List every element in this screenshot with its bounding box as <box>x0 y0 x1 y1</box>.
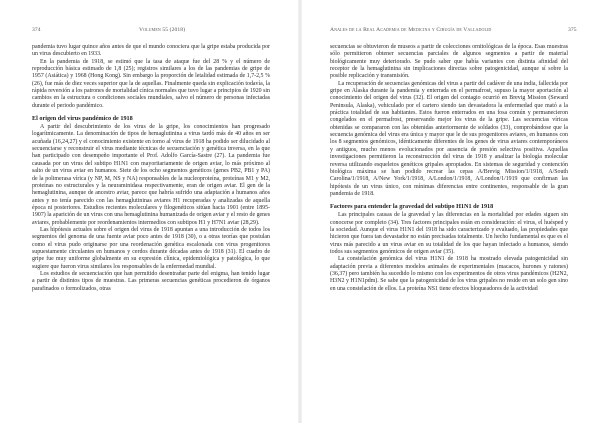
section-heading: Factores para entender la gravedad del subtipo H1N1 de 1918 <box>330 203 494 211</box>
body-paragraph: En la pandemia de 1918, se estimó que la tasa de ataque fue del 28 % y el número de reproducción básica estimado de 1,8 (25); registros similares a los de las pandemias de gripe de 1957 (Asiática) y 1968 (Hong Kong). Sin embargo la proporción de letalidad estimada de 1,7-2,5 % (26), fue más de diez veces superior que la de aquellas. Finalmente queda sin explicación todavía, la rápida reversión a los patrones de mortalidad cínica normales que tuvo lugar a principios de 1920 sin cambios en la estructura o condiciones sociales mundiales, salvo el número de personas infectadas durante el periodo pandémico. <box>32 58 270 109</box>
body-paragraph: La recuperación de secuencias genómicas del virus a partir del cadáver de una india, fallecida por gripe en Alaska durante la pandemia y enterrada en el permafrost, supuso la mayor aportación al conocimiento del origen del virus (32). El origen del contagio ocurrió en Brevig Mission (Seward Peninsula, Alaska), vehiculado por el cartero siendo tan devastadora la enfermedad que mató a la práctica totalidad de sus habitantes. Estos fueron enterrados en una fosa común y permanecieron congelados en el permafrost, preservando mejor los virus de la gripe. Las secuencias víricas obtenidas se compararon con las obtenidas anteriormente de soldados (33), comprobándose que la secuencia genómica del virus era única y mayor que le de sus progenitores aviares, en humanos con los 8 segmentos genómicos, idénticamente diferentes de los genes de virus aviares contemporáneos y antiguos, mucho menos evolucionados por ausencia de presión selectiva positiva. Aquellas investigaciones permitieron la reconstrucción del virus de 1918 y analizar la biología molecular reversa utilizando esqueletos genéticos gripales apropiados. En sistemas de seguridad y contención biológica máxima se han podido recrear las cepas A/Brevig Mission/1/1918, A/South Carolina/1/1918, A/New York/1/1918, A/London/1/1918, A/London/1/1919 que confirman las hipótesis de un virus único, con mínimas diferencias entre continentes, responsable de la gran pandemia de 1918. <box>330 80 568 197</box>
body-paragraph: Los estudios de secuenciación que han permitido desentrañar parte del enigma, han tenido lugar a partir de distintos tipos de muestras. Las primeras secuencias genéticas procedieron de órganos parafinados o formolizados, otras <box>32 270 270 292</box>
left-text-block <box>32 44 270 293</box>
page-number: 374 <box>32 27 41 33</box>
section-heading: El origen del virus pandémico de 1918 <box>32 115 133 123</box>
running-title: Anales de la Real Academia de Medicina y Cirugía de Valladolid <box>330 27 492 33</box>
body-paragraph: Las hipótesis actuales sobre el origen del virus de 1918 apuntan a una introducción de todos los segmentos del genoma de una fuente aviar poco antes de 1918 (30), o a otras teorías que postulan como el virus pudo originarse por una reordenación genética escalonada con virus progenitores supuestamente circulantes en humanos y cerdos durante décadas antes de 1918 (31). El cuadro de gripe fue muy uniforme globalmente en su expresión clínica, epidemiológica y patológica, lo que sugiere que fueron virus similares los responsables de la enfermedad mundial. <box>32 226 270 270</box>
page-number: 375 <box>568 27 577 33</box>
body-paragraph: pandemia tuvo lugar quince años antes de que el mundo conociera que la gripe estaba producida por un virus descubierto en 1933. <box>32 44 270 58</box>
body-paragraph: secuencias se obtuvieron de museos a partir de colecciones ornitológicas de la época. Esas muestras sólo permitieron obtener secuencias parciales de algunos segmentos a partir de material biológicamente muy deteriorado. Se pudo saber que había variantes con distinta afinidad del receptor de la hemaglutinina sin implicaciones directas sobre patogenicidad, aunque sí sobre la posible replicación y transmisión. <box>330 44 568 80</box>
running-title: Volumen 55 (2018) <box>139 27 186 33</box>
body-paragraph: La constelación genómica del virus H1N1 de 1918 ha mostrado elevada patogenicidad sin adaptación previa a diferentes modelos animales de experimentales (macacos, hurones y ratones) (36,37) pero también ha sucedido lo mismo con los experimentos de otros virus pandémicos (H2N2, H3N2 y H1N1pdm). Se sabe que la patogenicidad de los virus gripales no reside en un solo gen sino en una constelación de ellos. La proteína NS1 tiene efectos bloqueadores de la actividad <box>330 256 568 292</box>
body-paragraph: A partir del descubrimiento de los virus de la gripe, los conocimientos han progresado logarítmicamente. La denominación de tipos de hemaglutinina a virus tardó más de 40 años en ser acuñada (16,24,27) y el conocimiento existente en torno al virus de 1918 ha podido ser dilucidado al secuenciarse y reconstruir el virus mediante técnicas de secuenciación y genética inversa, en la que han participado con desempeño importante el Prof. Adolfo García-Sastre (27). La pandemia fue causada por un virus del subtipo H1N1 con mayoritariamente de origen aviar, lo más próximo al salto de un virus aviar en humanos. Siete de los ocho segmentos genéticos (genes PB2, PB1 y PA) de la polimerasa vírica (y NP, M, NS y NA) responsables de la nucleoproteína, proteínas M1 y M2, proteínas no estructurales y la neuraminidasa respectivamente, eran de origen aviar. El gen de la hemaglutinina, aunque de ancestro aviar, parece que habría sufrido una adaptación a humanos años antes y no tenía parecido con las hemaglutininas aviares H1 recuperadas y analizadas de aquella época ni posteriores. Estudios recientes moleculares y filogenéticos sitúan hacia 1901 (entre 1895-1907) la aparición de un virus con una hemaglutinina humanizada de origen aviar y el resto de genes aviares, probablemente por reordenamientos intermedios con subtipos H1 y H7N1 aviar (28,29). <box>32 124 270 226</box>
body-paragraph: Las principales causas de la gravedad y las diferencias en la mortalidad por edades siguen sin conocerse por completo (34). Tres factores principales están en consideración: el virus, el huésped y la sociedad. Aunque el virus H1N1 del 1918 ha sido caracterizado y evaluado, las propiedades que hicieron que fuera tan devastador no están precisadas totalmente. Un hecho fundamental es que es el virus más parecido a un virus aviar en su totalidad de los que hayan infectado a humanos, siendo todos sus segmentos genómicos de origen aviar (35). <box>330 212 568 255</box>
right-text-block <box>330 44 568 293</box>
right-page <box>300 0 600 423</box>
